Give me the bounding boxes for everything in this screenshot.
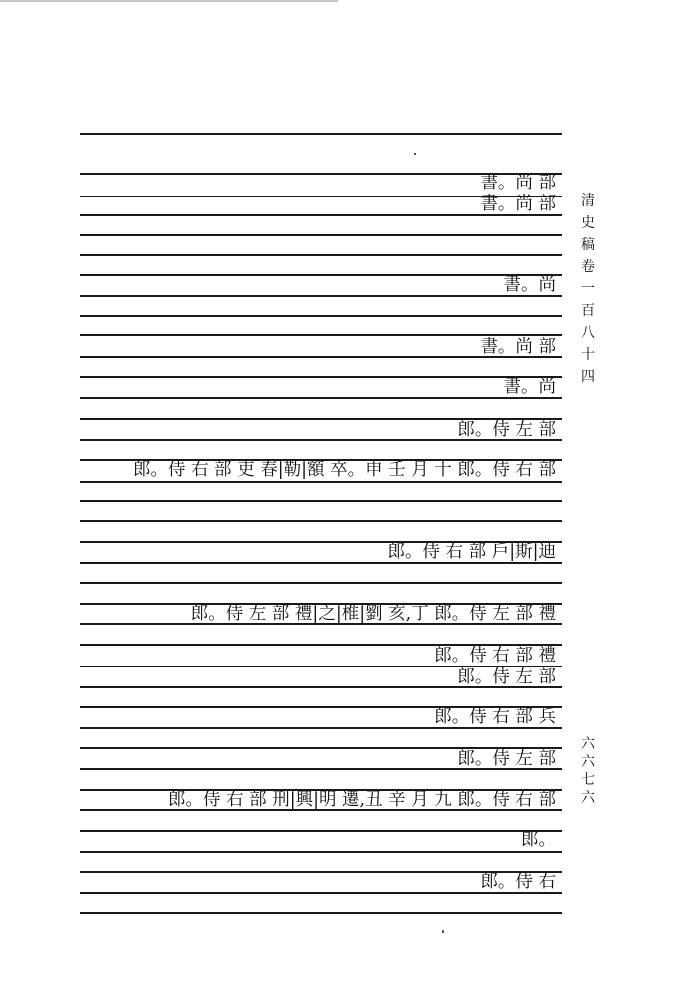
table-row-text: 郎。侍 右 部 禮 — [434, 646, 556, 666]
table-row-text: 郎。侍 右 部 刑|興|明 遷,丑 辛 月 九 郎。侍 右 部 — [168, 790, 556, 810]
table-row-text: 書。尚 部 — [480, 173, 556, 193]
table-rule — [80, 912, 562, 914]
table-rule — [80, 376, 562, 378]
table-row-text: 郎。侍 右 部 兵 — [434, 707, 556, 727]
page-number: 六六七六 — [581, 736, 595, 806]
scan-speck — [442, 930, 444, 933]
table-row-text: 郎。侍 左 部 禮|之|椎|劉 亥,丁 郎。侍 左 部 禮 — [190, 604, 556, 624]
table-rule — [80, 254, 562, 256]
table-row-text: 郎。侍 右 部 吏 春|勒|額 卒。申 壬 月 十 郎。侍 右 部 — [133, 460, 556, 480]
table-rule — [80, 851, 562, 853]
table-row-text: 郎。侍 左 部 — [457, 420, 556, 440]
table-rule — [80, 582, 562, 584]
table-rule — [80, 830, 562, 832]
table-row-text: 郎。侍 左 部 — [457, 667, 556, 687]
table-row-text: 書。尚 部 — [480, 194, 556, 214]
table-rule — [80, 234, 562, 236]
table-row-text: 郎。侍 右 部 戶|斯|迪 — [387, 542, 556, 562]
table-row-text: 郎。 — [521, 830, 556, 850]
table-rule — [80, 295, 562, 297]
table-rule — [80, 315, 562, 317]
table-rule — [80, 500, 562, 502]
table-row-text: 書。尚 — [503, 275, 556, 295]
table-row-text: 郎。侍 右 — [480, 872, 556, 892]
table-rule — [80, 397, 562, 399]
table-rule — [80, 520, 562, 522]
table-row-text: 書。尚 — [503, 377, 556, 397]
table-row-text: 郎。侍 左 部 — [457, 749, 556, 769]
table-rule — [80, 133, 562, 135]
table-rule — [80, 274, 562, 276]
table-row-text: 書。尚 部 — [480, 337, 556, 357]
scan-speck — [414, 153, 416, 155]
scan-edge-line — [0, 0, 338, 2]
running-head: 清史稿卷一百八十四 — [581, 193, 595, 385]
